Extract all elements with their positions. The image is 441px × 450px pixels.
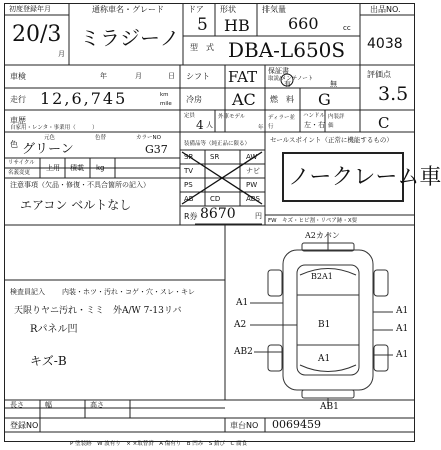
- caution-label: 注意事項（欠品・修復・不具合箇所の記入）: [10, 181, 150, 189]
- first-reg-label: 初度登録年月: [9, 5, 51, 13]
- fuel-label: 燃 料: [270, 95, 294, 104]
- inspector-line-2: Rパネル凹: [30, 324, 78, 335]
- diagram-label-9: A1: [318, 354, 331, 364]
- color-code-value: G37: [145, 143, 168, 156]
- equip-item-2: TV: [184, 167, 194, 175]
- handle-value: 左・右: [304, 121, 325, 129]
- inspector-line-3: キズ-B: [30, 354, 67, 368]
- mileage-unit-mile: mile: [160, 101, 172, 107]
- history-options: 自家用・レンタ・事業用（ ）: [10, 125, 98, 131]
- dealer-label: ディラー並行: [268, 115, 296, 130]
- recycle-col-3: kg: [96, 164, 105, 172]
- doors-label: ドア: [188, 5, 204, 14]
- warranty-yes: 有: [284, 80, 291, 88]
- color-ex: 色替: [95, 135, 107, 141]
- capacity-label: 定員: [184, 113, 196, 119]
- diagram-label-0: A2カバン: [305, 231, 340, 240]
- color-original: 元色: [44, 135, 56, 141]
- warranty-label: 保証書: [268, 67, 289, 75]
- shaken-label: 車検: [10, 72, 26, 81]
- warranty-no: 無: [330, 80, 337, 88]
- inspector-line-1: 天限りヤニ汚れ・ミミ 外A/W 7-13リバ: [14, 306, 182, 316]
- color-label: 色: [10, 140, 18, 149]
- capacity-unit: 人: [206, 121, 213, 129]
- shaken-year: 年: [100, 72, 107, 80]
- sales-point-label: セールスポイント（正常に機能するもの）: [270, 136, 393, 144]
- warranty-sub: 取説/メンテノート: [268, 76, 314, 82]
- equip-item-6: AB: [184, 195, 194, 203]
- model-name-value: ミラジーノ: [80, 26, 180, 50]
- r-label: R券: [184, 212, 198, 221]
- shape-label: 形状: [220, 5, 236, 14]
- diagram-label-8: A1: [396, 350, 409, 360]
- diagram-label-3: A1: [396, 306, 409, 316]
- doors-value: 5: [197, 15, 208, 35]
- color-code-label: カラーNO: [136, 135, 161, 141]
- recycle-col-2: 積載: [70, 164, 84, 172]
- check-label: FW キズ・ヒビ割・リペア跡・X要: [268, 218, 358, 224]
- equip-item-4: PS: [184, 181, 193, 189]
- history-label: 車歴: [10, 116, 26, 125]
- sales-point-value: ノークレーム車: [288, 165, 441, 190]
- ac-value: AC: [232, 90, 256, 109]
- diagram-label-2: A1: [236, 298, 249, 308]
- model-name-label: 通称車名・グレード: [92, 5, 164, 14]
- inspector-label: 検査員記入: [10, 288, 45, 296]
- capacity-value: 4: [196, 118, 204, 132]
- inspector-opts: 内装・ホツ・汚れ・コゲ・穴・スレ・キレ: [62, 288, 195, 296]
- interior-label: 内装評価: [328, 114, 345, 129]
- diagram-label-4: A2: [234, 320, 247, 330]
- first-reg-value: 20/3: [12, 22, 62, 47]
- shaken-month: 月: [135, 72, 142, 80]
- equip-item-1: AW: [246, 153, 258, 161]
- shaken-day: 日: [168, 72, 175, 80]
- footer-height: 高さ: [90, 401, 104, 409]
- chassis-value: 0069459: [272, 418, 321, 431]
- displacement-label: 排気量: [262, 5, 286, 14]
- shift-value: FAT: [228, 68, 258, 86]
- footer-length: 長さ: [10, 401, 24, 409]
- type-label: 型 式: [190, 43, 214, 52]
- type-value: DBA-L650S: [228, 38, 346, 62]
- mileage-value: 12,6,745: [40, 89, 128, 108]
- score-value: 3.5: [378, 83, 409, 105]
- import-label: 外車モデル: [218, 114, 246, 120]
- score-label: 評価点: [367, 70, 391, 79]
- lot-label: 出品NO.: [370, 5, 401, 14]
- equip-item-7: ABS: [246, 195, 260, 203]
- equip-item-0: SR: [184, 153, 194, 161]
- equip-item-9: CD: [210, 195, 221, 203]
- diagram-label-1: B2A1: [311, 272, 333, 281]
- mileage-label: 走行: [10, 95, 26, 104]
- diagram-label-10: AB1: [320, 402, 339, 412]
- displacement-value: 660: [288, 14, 319, 33]
- caution-text: エアコン ベルトなし: [20, 198, 132, 212]
- equip-item-5: PW: [246, 181, 258, 189]
- recycle-label: リサイクル: [8, 160, 35, 166]
- footer-width: 幅: [45, 401, 52, 409]
- shape-value: HB: [224, 16, 250, 35]
- r-unit: 円: [255, 212, 262, 220]
- fuel-value: G: [318, 90, 331, 109]
- import-year: 年: [258, 125, 264, 131]
- legend-text: P 塗装跡 W 波有り × ×取替済 A 傷有り B 凹み S 錆び C 腐食: [70, 441, 248, 447]
- lot-value: 4038: [367, 36, 403, 52]
- equip-item-3: ナビ: [246, 167, 260, 175]
- recycle-col-0: 名義変更: [8, 170, 31, 176]
- diagram-label-6: AB2: [234, 347, 253, 357]
- r-value: 8670: [200, 206, 236, 222]
- diagram-label-7: A1: [396, 324, 409, 334]
- mileage-unit-km: km: [160, 92, 169, 98]
- equipment-title: 装備品等（純正品に限る）: [184, 141, 251, 147]
- shift-label: シフト: [186, 72, 210, 81]
- diagram-label-5: B1: [318, 320, 331, 330]
- displacement-unit: cc: [343, 24, 351, 32]
- ac-label: 冷房: [186, 95, 202, 104]
- color-value: グリーン: [22, 142, 74, 157]
- handle-label: ハンドル: [303, 113, 326, 119]
- reg-label: 登録NO: [10, 421, 39, 430]
- interior-value: C: [378, 114, 390, 132]
- recycle-col-1: 上用: [46, 164, 60, 172]
- chassis-label: 車台NO: [230, 421, 259, 430]
- first-reg-month: 月: [58, 50, 65, 58]
- equip-item-8: SR: [210, 153, 220, 161]
